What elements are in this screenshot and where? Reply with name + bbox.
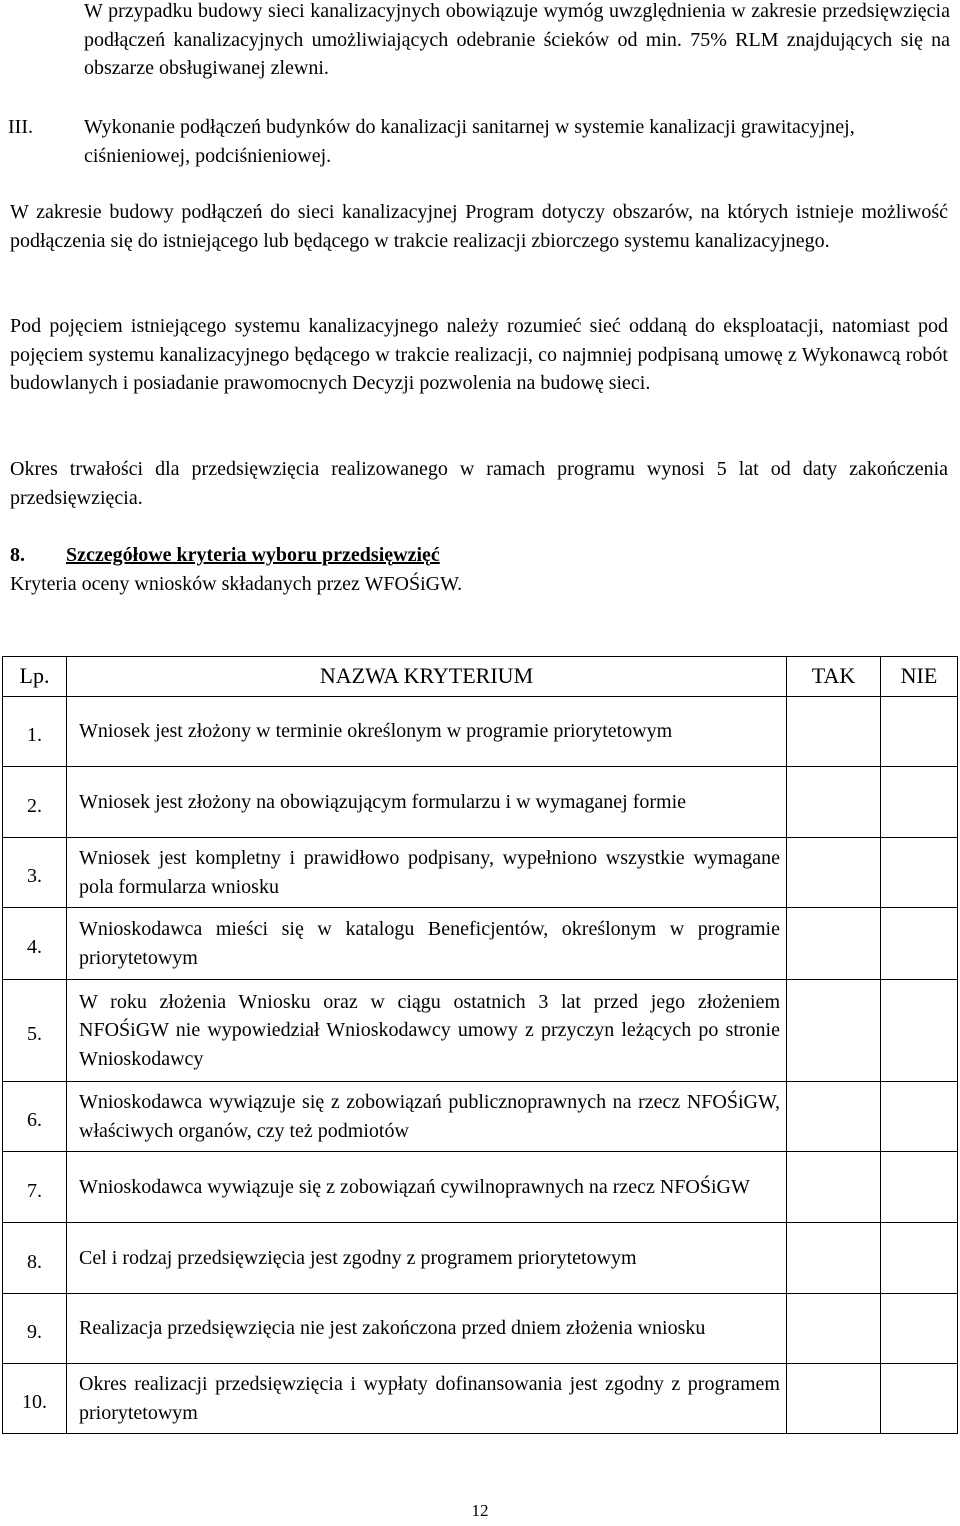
row-lp: 10. [3,1364,67,1434]
row-tak-cell[interactable] [787,1294,881,1364]
section-iii-text: Wykonanie podłączeń budynków do kanalizacji sanitarnej w systemie kanalizacji grawitacyjnej, ciśnieniowej, podciśnieniowej. [84,116,855,167]
paragraph-existing-system-definition: Pod pojęciem istniejącego systemu kanalizacyjnego należy rozumieć sieć oddaną do eksploatacji, natomiast pod pojęciem systemu kanalizacyjnego będącego w trakcie realizacji, co najmniej podpisaną umowę z Wykonawcą robót budowlanych i posiadanie prawomocnych Decyzji pozwolenia na budowę sieci. [10,315,948,394]
row-nie-cell[interactable] [881,1294,958,1364]
row-nie-cell[interactable] [881,1223,958,1294]
section-8-heading [10,541,440,570]
row-tak-cell[interactable] [787,1223,881,1294]
table-row [3,1223,958,1294]
row-tak-cell[interactable] [787,838,881,908]
table-row [3,697,958,767]
row-tak-cell[interactable] [787,908,881,980]
row-criterion: Wniosek jest złożony na obowiązującym formularzu i w wymaganej formie [67,767,787,838]
row-nie-cell[interactable] [881,767,958,838]
table-row [3,1152,958,1223]
row-nie-cell[interactable] [881,697,958,767]
table-row [3,838,958,908]
row-criterion: Cel i rodzaj przedsięwzięcia jest zgodny z programem priorytetowym [67,1223,787,1294]
page-number: 12 [471,1501,489,1520]
row-tak-cell[interactable] [787,1082,881,1152]
row-lp: 5. [3,980,67,1082]
section-8-number: 8. [10,544,25,566]
row-criterion: Wniosek jest kompletny i prawidłowo podpisany, wypełniono wszystkie wymagane pola formularza wniosku [67,838,787,908]
table-row [3,767,958,838]
row-nie-cell[interactable] [881,1364,958,1434]
row-lp: 1. [3,697,67,767]
row-nie-cell[interactable] [881,980,958,1082]
row-criterion: Wnioskodawca wywiązuje się z zobowiązań cywilnoprawnych na rzecz NFOŚiGW [67,1152,787,1223]
intro-paragraph: W przypadku budowy sieci kanalizacyjnych obowiązuje wymóg uwzględnienia w zakresie przedsięwzięcia podłączeń kanalizacyjnych umożliwiających odebranie ścieków od min. 75% RLM znajdujących się na obszarze obsługiwanej zlewni. [84,0,950,79]
section-iii-numeral: III. [8,116,33,138]
row-tak-cell[interactable] [787,697,881,767]
header-tak: TAK [787,657,881,697]
table-row [3,980,958,1082]
table-row [3,908,958,980]
paragraph-connections-scope: W zakresie budowy podłączeń do sieci kanalizacyjnej Program dotyczy obszarów, na których istnieje możliwość podłączenia się do istniejącego lub będącego w trakcie realizacji zbiorczego systemu kanalizacyjnego. [10,201,948,252]
row-lp: 8. [3,1223,67,1294]
table-row [3,1082,958,1152]
table-row [3,1364,958,1434]
row-nie-cell[interactable] [881,908,958,980]
row-lp: 2. [3,767,67,838]
row-lp: 6. [3,1082,67,1152]
row-criterion: Wnioskodawca mieści się w katalogu Beneficjentów, określonym w programie priorytetowym [67,908,787,980]
header-nie: NIE [881,657,958,697]
row-nie-cell[interactable] [881,1152,958,1223]
row-criterion: Okres realizacji przedsięwzięcia i wypłaty dofinansowania jest zgodny z programem priorytetowym [67,1364,787,1434]
table-row [3,1294,958,1364]
row-criterion: W roku złożenia Wniosku oraz w ciągu ostatnich 3 lat przed jego złożeniem NFOŚiGW nie wypowiedział Wnioskodawcy umowy z przyczyn leżących po stronie Wnioskodawcy [67,980,787,1082]
row-lp: 4. [3,908,67,980]
section-8-subtitle: Kryteria oceny wniosków składanych przez WFOŚiGW. [10,573,463,595]
row-lp: 9. [3,1294,67,1364]
table-header-row [3,657,958,697]
row-nie-cell[interactable] [881,838,958,908]
row-criterion: Wniosek jest złożony w terminie określonym w programie priorytetowym [67,697,787,767]
row-criterion: Wnioskodawca wywiązuje się z zobowiązań publicznoprawnych na rzecz NFOŚiGW, właściwych organów, czy też podmiotów [67,1082,787,1152]
row-nie-cell[interactable] [881,1082,958,1152]
row-tak-cell[interactable] [787,1152,881,1223]
row-lp: 3. [3,838,67,908]
criteria-table [2,656,958,1434]
section-8-title: Szczegółowe kryteria wyboru przedsięwzięć [66,544,440,566]
header-lp: Lp. [3,657,67,697]
row-lp: 7. [3,1152,67,1223]
header-name: NAZWA KRYTERIUM [67,657,787,697]
row-criterion: Realizacja przedsięwzięcia nie jest zakończona przed dniem złożenia wniosku [67,1294,787,1364]
row-tak-cell[interactable] [787,1364,881,1434]
paragraph-durability-period: Okres trwałości dla przedsięwzięcia realizowanego w ramach programu wynosi 5 lat od daty zakończenia przedsięwzięcia. [10,458,948,509]
row-tak-cell[interactable] [787,980,881,1082]
row-tak-cell[interactable] [787,767,881,838]
